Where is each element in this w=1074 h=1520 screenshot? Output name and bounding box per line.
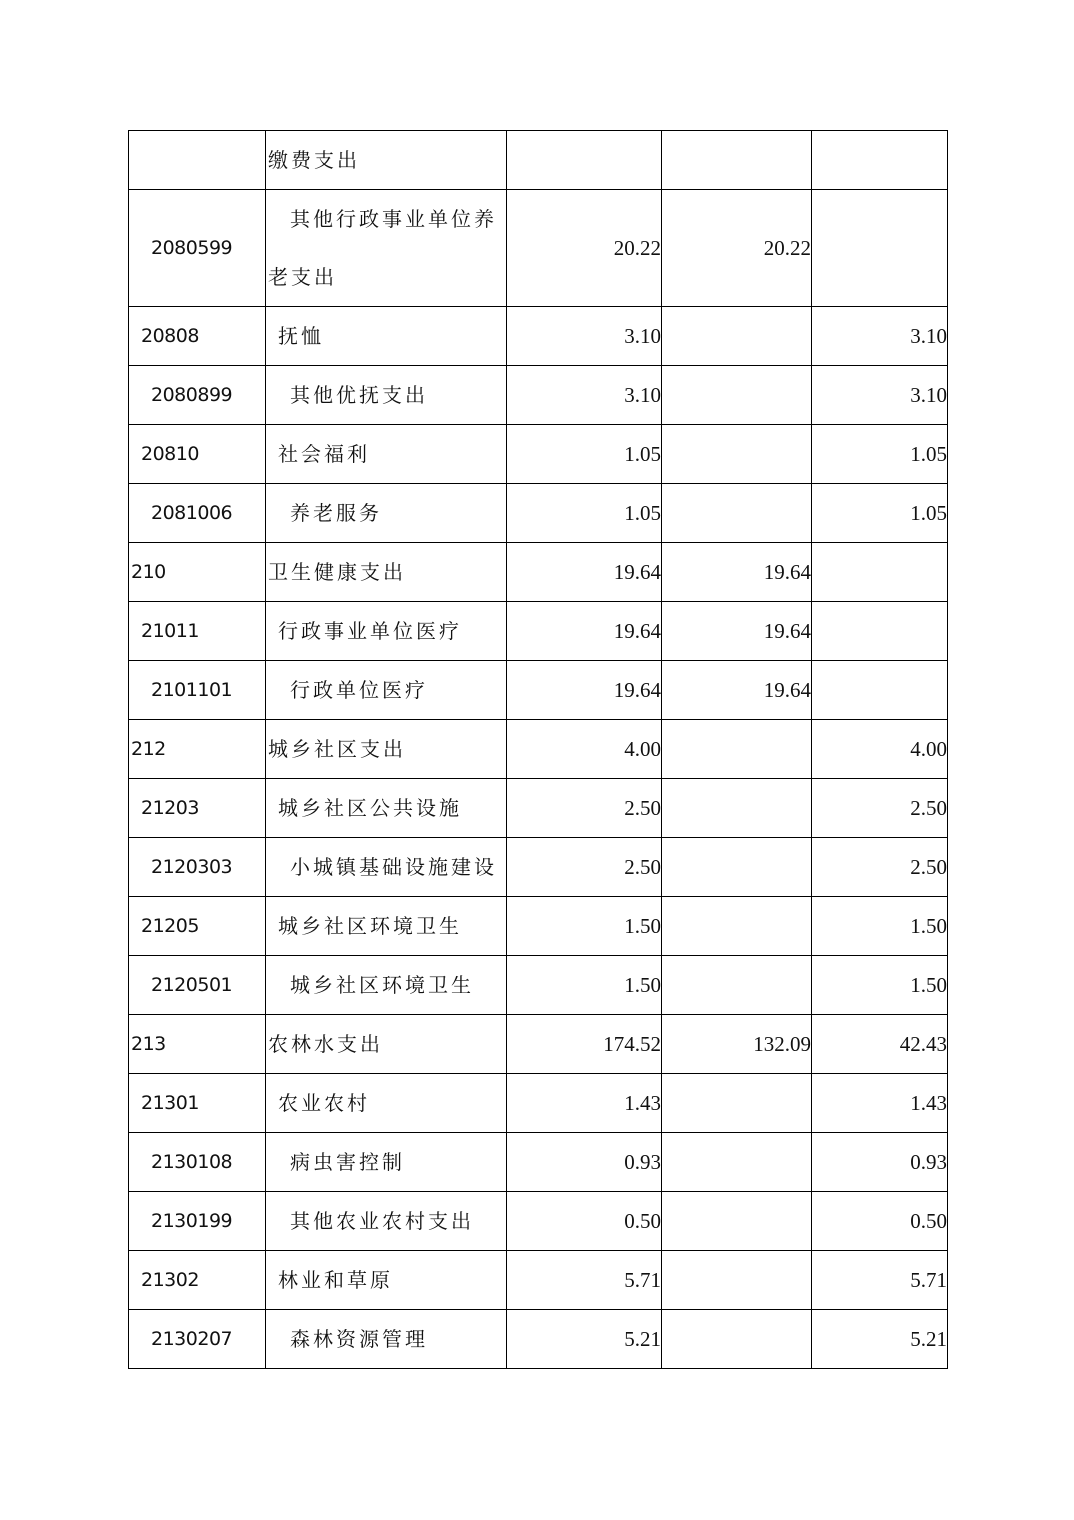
project-expenditure-cell: 5.71 — [812, 1251, 948, 1310]
basic-expenditure-cell — [662, 779, 812, 838]
total-amount-cell: 20.22 — [507, 190, 662, 307]
basic-expenditure-cell — [662, 956, 812, 1015]
total-amount-cell: 3.10 — [507, 307, 662, 366]
subject-code-cell: 21011 — [129, 602, 266, 661]
subject-name-cell: 病虫害控制 — [266, 1133, 507, 1192]
subject-code-cell: 2081006 — [129, 484, 266, 543]
subject-name-cell: 城乡社区环境卫生 — [266, 956, 507, 1015]
total-amount-cell: 174.52 — [507, 1015, 662, 1074]
total-amount-cell: 5.71 — [507, 1251, 662, 1310]
table-row — [129, 131, 948, 190]
project-expenditure-cell: 4.00 — [812, 720, 948, 779]
subject-name-cell: 其他行政事业单位养老支出 — [266, 190, 507, 307]
subject-code-cell: 21301 — [129, 1074, 266, 1133]
total-amount-cell: 19.64 — [507, 543, 662, 602]
subject-name-cell: 小城镇基础设施建设 — [266, 838, 507, 897]
table-row — [129, 1192, 948, 1251]
basic-expenditure-cell: 19.64 — [662, 543, 812, 602]
subject-code-cell: 2101101 — [129, 661, 266, 720]
subject-name-cell: 农业农村 — [266, 1074, 507, 1133]
basic-expenditure-cell — [662, 1251, 812, 1310]
project-expenditure-cell: 1.43 — [812, 1074, 948, 1133]
subject-code-cell: 212 — [129, 720, 266, 779]
table-row — [129, 661, 948, 720]
subject-code-cell: 2130199 — [129, 1192, 266, 1251]
project-expenditure-cell: 3.10 — [812, 307, 948, 366]
subject-code-cell: 21205 — [129, 897, 266, 956]
subject-name-cell: 社会福利 — [266, 425, 507, 484]
basic-expenditure-cell — [662, 1310, 812, 1369]
basic-expenditure-cell — [662, 1192, 812, 1251]
table-row — [129, 1015, 948, 1074]
total-amount-cell: 0.50 — [507, 1192, 662, 1251]
basic-expenditure-cell — [662, 366, 812, 425]
subject-name-cell: 林业和草原 — [266, 1251, 507, 1310]
subject-code-cell: 2120303 — [129, 838, 266, 897]
subject-name-cell: 其他优抚支出 — [266, 366, 507, 425]
table-row — [129, 956, 948, 1015]
project-expenditure-cell: 1.05 — [812, 484, 948, 543]
table-row — [129, 543, 948, 602]
total-amount-cell: 1.05 — [507, 484, 662, 543]
basic-expenditure-cell — [662, 425, 812, 484]
subject-code-cell: 20810 — [129, 425, 266, 484]
total-amount-cell: 2.50 — [507, 838, 662, 897]
table-row — [129, 1074, 948, 1133]
table-row — [129, 1133, 948, 1192]
table-row — [129, 838, 948, 897]
table-row — [129, 366, 948, 425]
total-amount-cell: 19.64 — [507, 661, 662, 720]
subject-code-cell: 2080899 — [129, 366, 266, 425]
project-expenditure-cell: 1.50 — [812, 897, 948, 956]
project-expenditure-cell: 0.93 — [812, 1133, 948, 1192]
basic-expenditure-cell — [662, 838, 812, 897]
project-expenditure-cell: 2.50 — [812, 838, 948, 897]
table-row — [129, 307, 948, 366]
subject-name-cell: 其他农业农村支出 — [266, 1192, 507, 1251]
subject-name-cell: 城乡社区环境卫生 — [266, 897, 507, 956]
project-expenditure-cell — [812, 543, 948, 602]
subject-code-cell: 213 — [129, 1015, 266, 1074]
basic-expenditure-cell — [662, 1133, 812, 1192]
total-amount-cell — [507, 131, 662, 190]
subject-name-cell: 城乡社区支出 — [266, 720, 507, 779]
subject-code-cell: 2130207 — [129, 1310, 266, 1369]
basic-expenditure-cell — [662, 720, 812, 779]
basic-expenditure-cell: 19.64 — [662, 602, 812, 661]
basic-expenditure-cell — [662, 1074, 812, 1133]
subject-name-cell: 行政单位医疗 — [266, 661, 507, 720]
basic-expenditure-cell: 132.09 — [662, 1015, 812, 1074]
table-row — [129, 779, 948, 838]
subject-name-cell: 农林水支出 — [266, 1015, 507, 1074]
table-row — [129, 720, 948, 779]
table-row — [129, 1251, 948, 1310]
subject-name-cell: 森林资源管理 — [266, 1310, 507, 1369]
subject-code-cell: 2080599 — [129, 190, 266, 307]
subject-name-cell: 缴费支出 — [266, 131, 507, 190]
project-expenditure-cell — [812, 190, 948, 307]
basic-expenditure-cell — [662, 307, 812, 366]
basic-expenditure-cell: 19.64 — [662, 661, 812, 720]
total-amount-cell: 3.10 — [507, 366, 662, 425]
subject-name-cell: 城乡社区公共设施 — [266, 779, 507, 838]
subject-code-cell: 20808 — [129, 307, 266, 366]
project-expenditure-cell: 42.43 — [812, 1015, 948, 1074]
subject-code-cell — [129, 131, 266, 190]
table-row — [129, 190, 948, 307]
total-amount-cell: 5.21 — [507, 1310, 662, 1369]
basic-expenditure-cell — [662, 897, 812, 956]
total-amount-cell: 1.50 — [507, 897, 662, 956]
subject-code-cell: 21203 — [129, 779, 266, 838]
subject-code-cell: 2120501 — [129, 956, 266, 1015]
total-amount-cell: 19.64 — [507, 602, 662, 661]
total-amount-cell: 1.50 — [507, 956, 662, 1015]
subject-code-cell: 21302 — [129, 1251, 266, 1310]
project-expenditure-cell: 1.50 — [812, 956, 948, 1015]
table-row — [129, 897, 948, 956]
table-row — [129, 425, 948, 484]
basic-expenditure-cell: 20.22 — [662, 190, 812, 307]
project-expenditure-cell: 5.21 — [812, 1310, 948, 1369]
project-expenditure-cell — [812, 131, 948, 190]
total-amount-cell: 4.00 — [507, 720, 662, 779]
project-expenditure-cell: 0.50 — [812, 1192, 948, 1251]
subject-name-cell: 卫生健康支出 — [266, 543, 507, 602]
subject-name-cell: 行政事业单位医疗 — [266, 602, 507, 661]
table-row — [129, 484, 948, 543]
subject-name-cell: 养老服务 — [266, 484, 507, 543]
project-expenditure-cell — [812, 661, 948, 720]
budget-expenditure-table — [128, 130, 948, 1369]
basic-expenditure-cell — [662, 131, 812, 190]
subject-code-cell: 2130108 — [129, 1133, 266, 1192]
project-expenditure-cell — [812, 602, 948, 661]
table-row — [129, 602, 948, 661]
subject-name-cell: 抚恤 — [266, 307, 507, 366]
subject-code-cell: 210 — [129, 543, 266, 602]
total-amount-cell: 1.05 — [507, 425, 662, 484]
project-expenditure-cell: 3.10 — [812, 366, 948, 425]
total-amount-cell: 2.50 — [507, 779, 662, 838]
total-amount-cell: 1.43 — [507, 1074, 662, 1133]
project-expenditure-cell: 2.50 — [812, 779, 948, 838]
project-expenditure-cell: 1.05 — [812, 425, 948, 484]
basic-expenditure-cell — [662, 484, 812, 543]
total-amount-cell: 0.93 — [507, 1133, 662, 1192]
table-row — [129, 1310, 948, 1369]
